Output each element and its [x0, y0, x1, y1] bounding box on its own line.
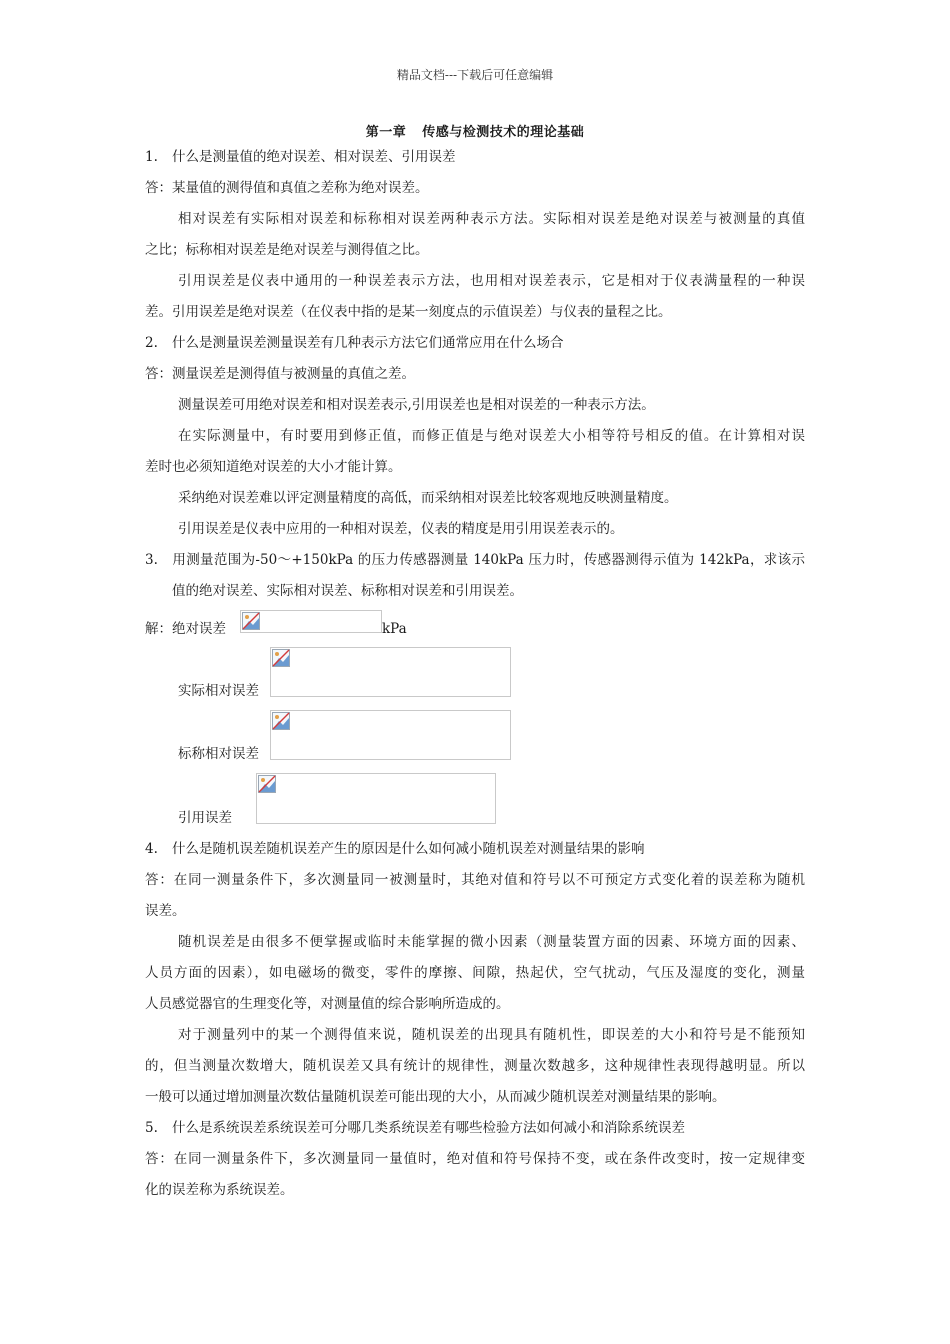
paragraph-line: 差时也必须知道绝对误差的大小才能计算。: [145, 459, 402, 475]
question-5: [145, 1118, 685, 1138]
paragraph-line: 差。引用误差是绝对误差（在仪表中指的是某一刻度点的示值误差）与仪表的量程之比。: [145, 304, 672, 320]
question-text: 什么是系统误差系统误差可分哪几类系统误差有哪些检验方法如何减小和消除系统误差: [172, 1120, 685, 1136]
paragraph-line: 的，但当测量次数增大，随机误差又具有统计的规律性，测量次数越多，这种规律性表现得越明显。所以: [145, 1058, 805, 1074]
question-number: 1.: [145, 149, 158, 165]
paragraph-line: 之比；标称相对误差是绝对误差与测得值之比。: [145, 242, 429, 258]
question-4: [145, 839, 645, 859]
question-text: 什么是测量值的绝对误差、相对误差、引用误差: [172, 149, 456, 165]
broken-image-icon: [242, 612, 260, 630]
broken-image-icon: [258, 775, 276, 793]
paragraph-line: 人员感觉器官的生理变化等，对测量值的综合影响所造成的。: [145, 996, 510, 1012]
paragraph-line: 值的绝对误差、实际相对误差、标称相对误差和引用误差。: [172, 583, 523, 599]
paragraph-line: 化的误差称为系统误差。: [145, 1182, 294, 1198]
chapter-name: 传感与检测技术的理论基础: [422, 125, 585, 140]
paragraph-line: 引用误差是仪表中应用的一种相对误差，仪表的精度是用引用误差表示的。: [178, 521, 624, 537]
paragraph-line: 误差。: [145, 903, 186, 919]
paragraph-line: 测量误差可用绝对误差和相对误差表示,引用误差也是相对误差的一种表示方法。: [178, 397, 655, 413]
answer-line: 答：测量误差是测得值与被测量的真值之差。: [145, 366, 415, 382]
solution-reference-error-label: 引用误差: [178, 810, 232, 826]
broken-image-icon: [272, 712, 290, 730]
question-text: 什么是测量误差测量误差有几种表示方法它们通常应用在什么场合: [172, 335, 564, 351]
paragraph-line: 对于测量列中的某一个测得值来说，随机误差的出现具有随机性，即误差的大小和符号是不能预知: [178, 1027, 805, 1043]
unit-label: kPa: [382, 621, 407, 637]
paragraph-line: 相对误差有实际相对误差和标称相对误差两种表示方法。实际相对误差是绝对误差与被测量的真值: [178, 211, 805, 227]
question-text: 什么是随机误差随机误差产生的原因是什么如何减小随机误差对测量结果的影响: [172, 841, 645, 857]
formula-image-reference-error: [256, 773, 496, 824]
paragraph-line: 人员方面的因素），如电磁场的微变，零件的摩擦、间隙，热起伏，空气扰动，气压及湿度的变化，测量: [145, 965, 805, 981]
question-1: [145, 147, 456, 167]
paragraph-line: 在实际测量中，有时要用到修正值，而修正值是与绝对误差大小相等符号相反的值。在计算相对误: [178, 428, 805, 444]
formula-image-nominal-relative-error: [270, 710, 511, 760]
question-2: [145, 333, 564, 353]
question-text: 用测量范围为-50～+150kPa 的压力传感器测量 140kPa 压力时，传感器测得示值为 142kPa，求该示: [172, 552, 805, 568]
paragraph-line: 采纳绝对误差难以评定测量精度的高低，而采纳相对误差比较客观地反映测量精度。: [178, 490, 678, 506]
question-number: 4.: [145, 841, 158, 857]
paragraph-line: 一般可以通过增加测量次数估量随机误差可能出现的大小，从而减少随机误差对测量结果的影响。: [145, 1089, 726, 1105]
question-number: 2.: [145, 335, 158, 351]
page-header: 精品文档---下载后可任意编辑: [396, 68, 554, 82]
question-3: [145, 550, 805, 570]
solution-nominal-relative-error-label: 标称相对误差: [178, 746, 259, 762]
question-number: 3.: [145, 552, 158, 568]
solution-absolute-error-label: 解：绝对误差: [145, 621, 226, 637]
answer-line: 答：某量值的测得值和真值之差称为绝对误差。: [145, 180, 429, 196]
question-number: 5.: [145, 1120, 158, 1136]
solution-actual-relative-error-label: 实际相对误差: [178, 683, 259, 699]
answer-line: 答：在同一测量条件下，多次测量同一被测量时，其绝对值和符号以不可预定方式变化着的误差称为随机: [145, 872, 805, 888]
chapter-label: 第一章: [365, 125, 407, 140]
formula-image-actual-relative-error: [270, 647, 511, 697]
paragraph-line: 引用误差是仪表中通用的一种误差表示方法，也用相对误差表示，它是相对于仪表满量程的一种误: [178, 273, 805, 289]
formula-image-absolute-error: [240, 610, 382, 633]
chapter-title: [0, 121, 950, 140]
broken-image-icon: [272, 649, 290, 667]
paragraph-line: 随机误差是由很多不便掌握或临时未能掌握的微小因素（测量装置方面的因素、环境方面的因素、: [178, 934, 805, 950]
answer-line: 答：在同一测量条件下，多次测量同一量值时，绝对值和符号保持不变，或在条件改变时，按一定规律变: [145, 1151, 805, 1167]
